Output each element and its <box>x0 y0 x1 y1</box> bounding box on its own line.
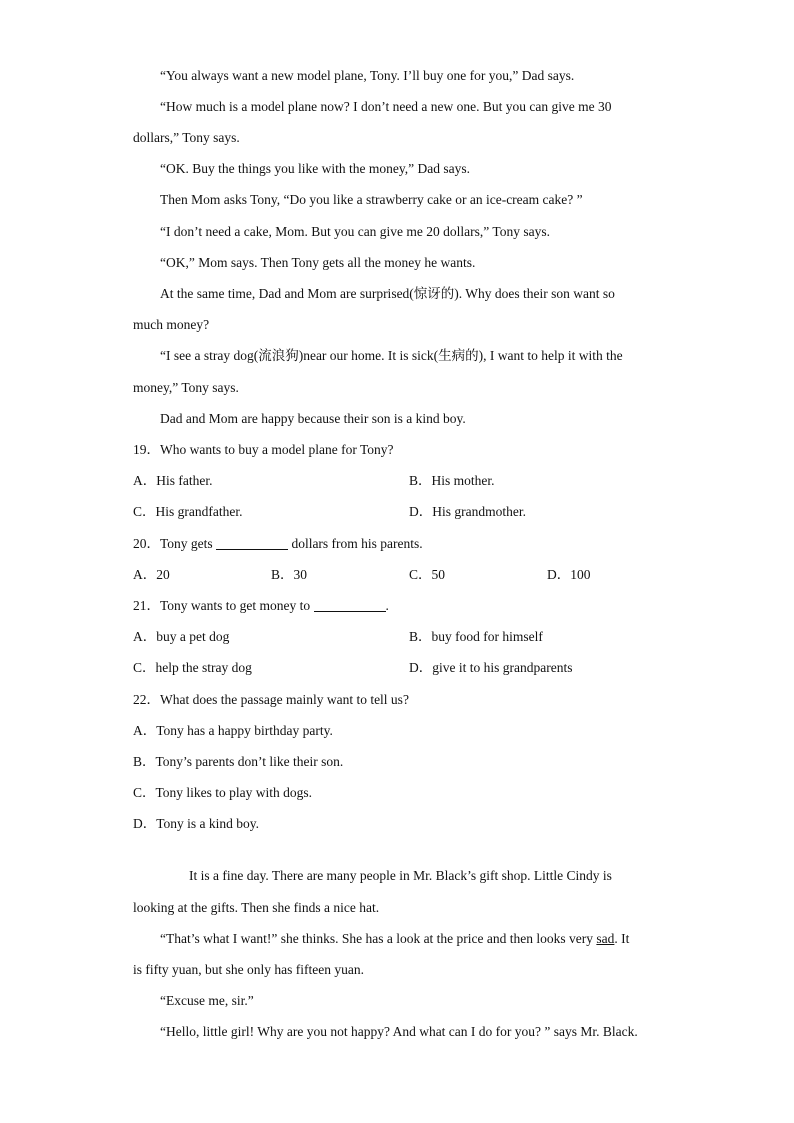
passage1-paragraph: “OK. Buy the things you like with the money,” Dad says. <box>160 161 470 176</box>
question-22-stem: 22．What does the passage mainly want to tell us? <box>133 692 409 707</box>
question-20-stem-pre: 20．Tony gets <box>133 536 213 551</box>
question-19-option-a: A．His father. <box>133 473 213 488</box>
question-19-stem: 19．Who wants to buy a model plane for Tony? <box>133 442 394 457</box>
passage2-paragraph <box>160 930 629 948</box>
passage1-paragraph: “OK,” Mom says. Then Tony gets all the money he wants. <box>160 255 476 270</box>
passage2-paragraph: “Excuse me, sir.” <box>160 993 254 1008</box>
question-21-stem-post: . <box>385 598 389 613</box>
answer-blank <box>314 597 386 612</box>
passage2-text: “That’s what I want!” she thinks. She has a look at the price and then looks very <box>160 931 594 946</box>
question-20-stem-post: dollars from his parents. <box>291 536 423 551</box>
passage1-paragraph-cont: money,” Tony says. <box>133 380 239 395</box>
question-19-option-b: B．His mother. <box>409 473 495 488</box>
question-21-stem <box>133 597 389 615</box>
passage2-paragraph: It is a fine day. There are many people in Mr. Black’s gift shop. Little Cindy is <box>189 868 612 883</box>
passage2-text: . It <box>614 931 630 946</box>
passage1-paragraph: Dad and Mom are happy because their son is a kind boy. <box>160 411 466 426</box>
question-20-stem <box>133 535 423 553</box>
question-21-stem-pre: 21．Tony wants to get money to <box>133 598 311 613</box>
question-21-option-c: C．help the stray dog <box>133 660 252 675</box>
question-19-option-c: C．His grandfather. <box>133 504 243 519</box>
answer-blank <box>216 535 288 550</box>
question-20-option-a: A．20 <box>133 567 170 582</box>
question-20-option-c: C．50 <box>409 567 446 582</box>
passage1-paragraph: “I see a stray dog(流浪狗)near our home. It is sick(生病的), I want to help it with the <box>160 348 623 363</box>
question-22-option-c: C．Tony likes to play with dogs. <box>133 785 313 800</box>
passage1-paragraph-cont: dollars,” Tony says. <box>133 130 240 145</box>
question-21-option-a: A．buy a pet dog <box>133 629 230 644</box>
question-22-option-d: D．Tony is a kind boy. <box>133 816 260 831</box>
passage2-paragraph-cont: looking at the gifts. Then she finds a nice hat. <box>133 900 380 915</box>
passage2-paragraph: “Hello, little girl! Why are you not happy? And what can I do for you? ” says Mr. Black. <box>160 1024 638 1039</box>
question-21-option-d: D．give it to his grandparents <box>409 660 573 675</box>
passage1-paragraph-cont: much money? <box>133 317 210 332</box>
question-20-option-b: B．30 <box>271 567 308 582</box>
question-22-option-a: A．Tony has a happy birthday party. <box>133 723 333 738</box>
underlined-word: sad <box>596 931 615 946</box>
question-20-option-d: D．100 <box>547 567 591 582</box>
question-21-option-b: B．buy food for himself <box>409 629 543 644</box>
passage1-paragraph: “You always want a new model plane, Tony. I’ll buy one for you,” Dad says. <box>160 68 575 83</box>
passage1-paragraph: Then Mom asks Tony, “Do you like a strawberry cake or an ice-cream cake? ” <box>160 192 583 207</box>
passage1-paragraph: “I don’t need a cake, Mom. But you can give me 20 dollars,” Tony says. <box>160 224 550 239</box>
passage1-paragraph: At the same time, Dad and Mom are surprised(惊讶的). Why does their son want so <box>160 286 615 301</box>
question-22-option-b: B．Tony’s parents don’t like their son. <box>133 754 344 769</box>
passage2-paragraph-cont: is fifty yuan, but she only has fifteen yuan. <box>133 962 364 977</box>
question-19-option-d: D．His grandmother. <box>409 504 526 519</box>
passage1-paragraph: “How much is a model plane now? I don’t need a new one. But you can give me 30 <box>160 99 612 114</box>
